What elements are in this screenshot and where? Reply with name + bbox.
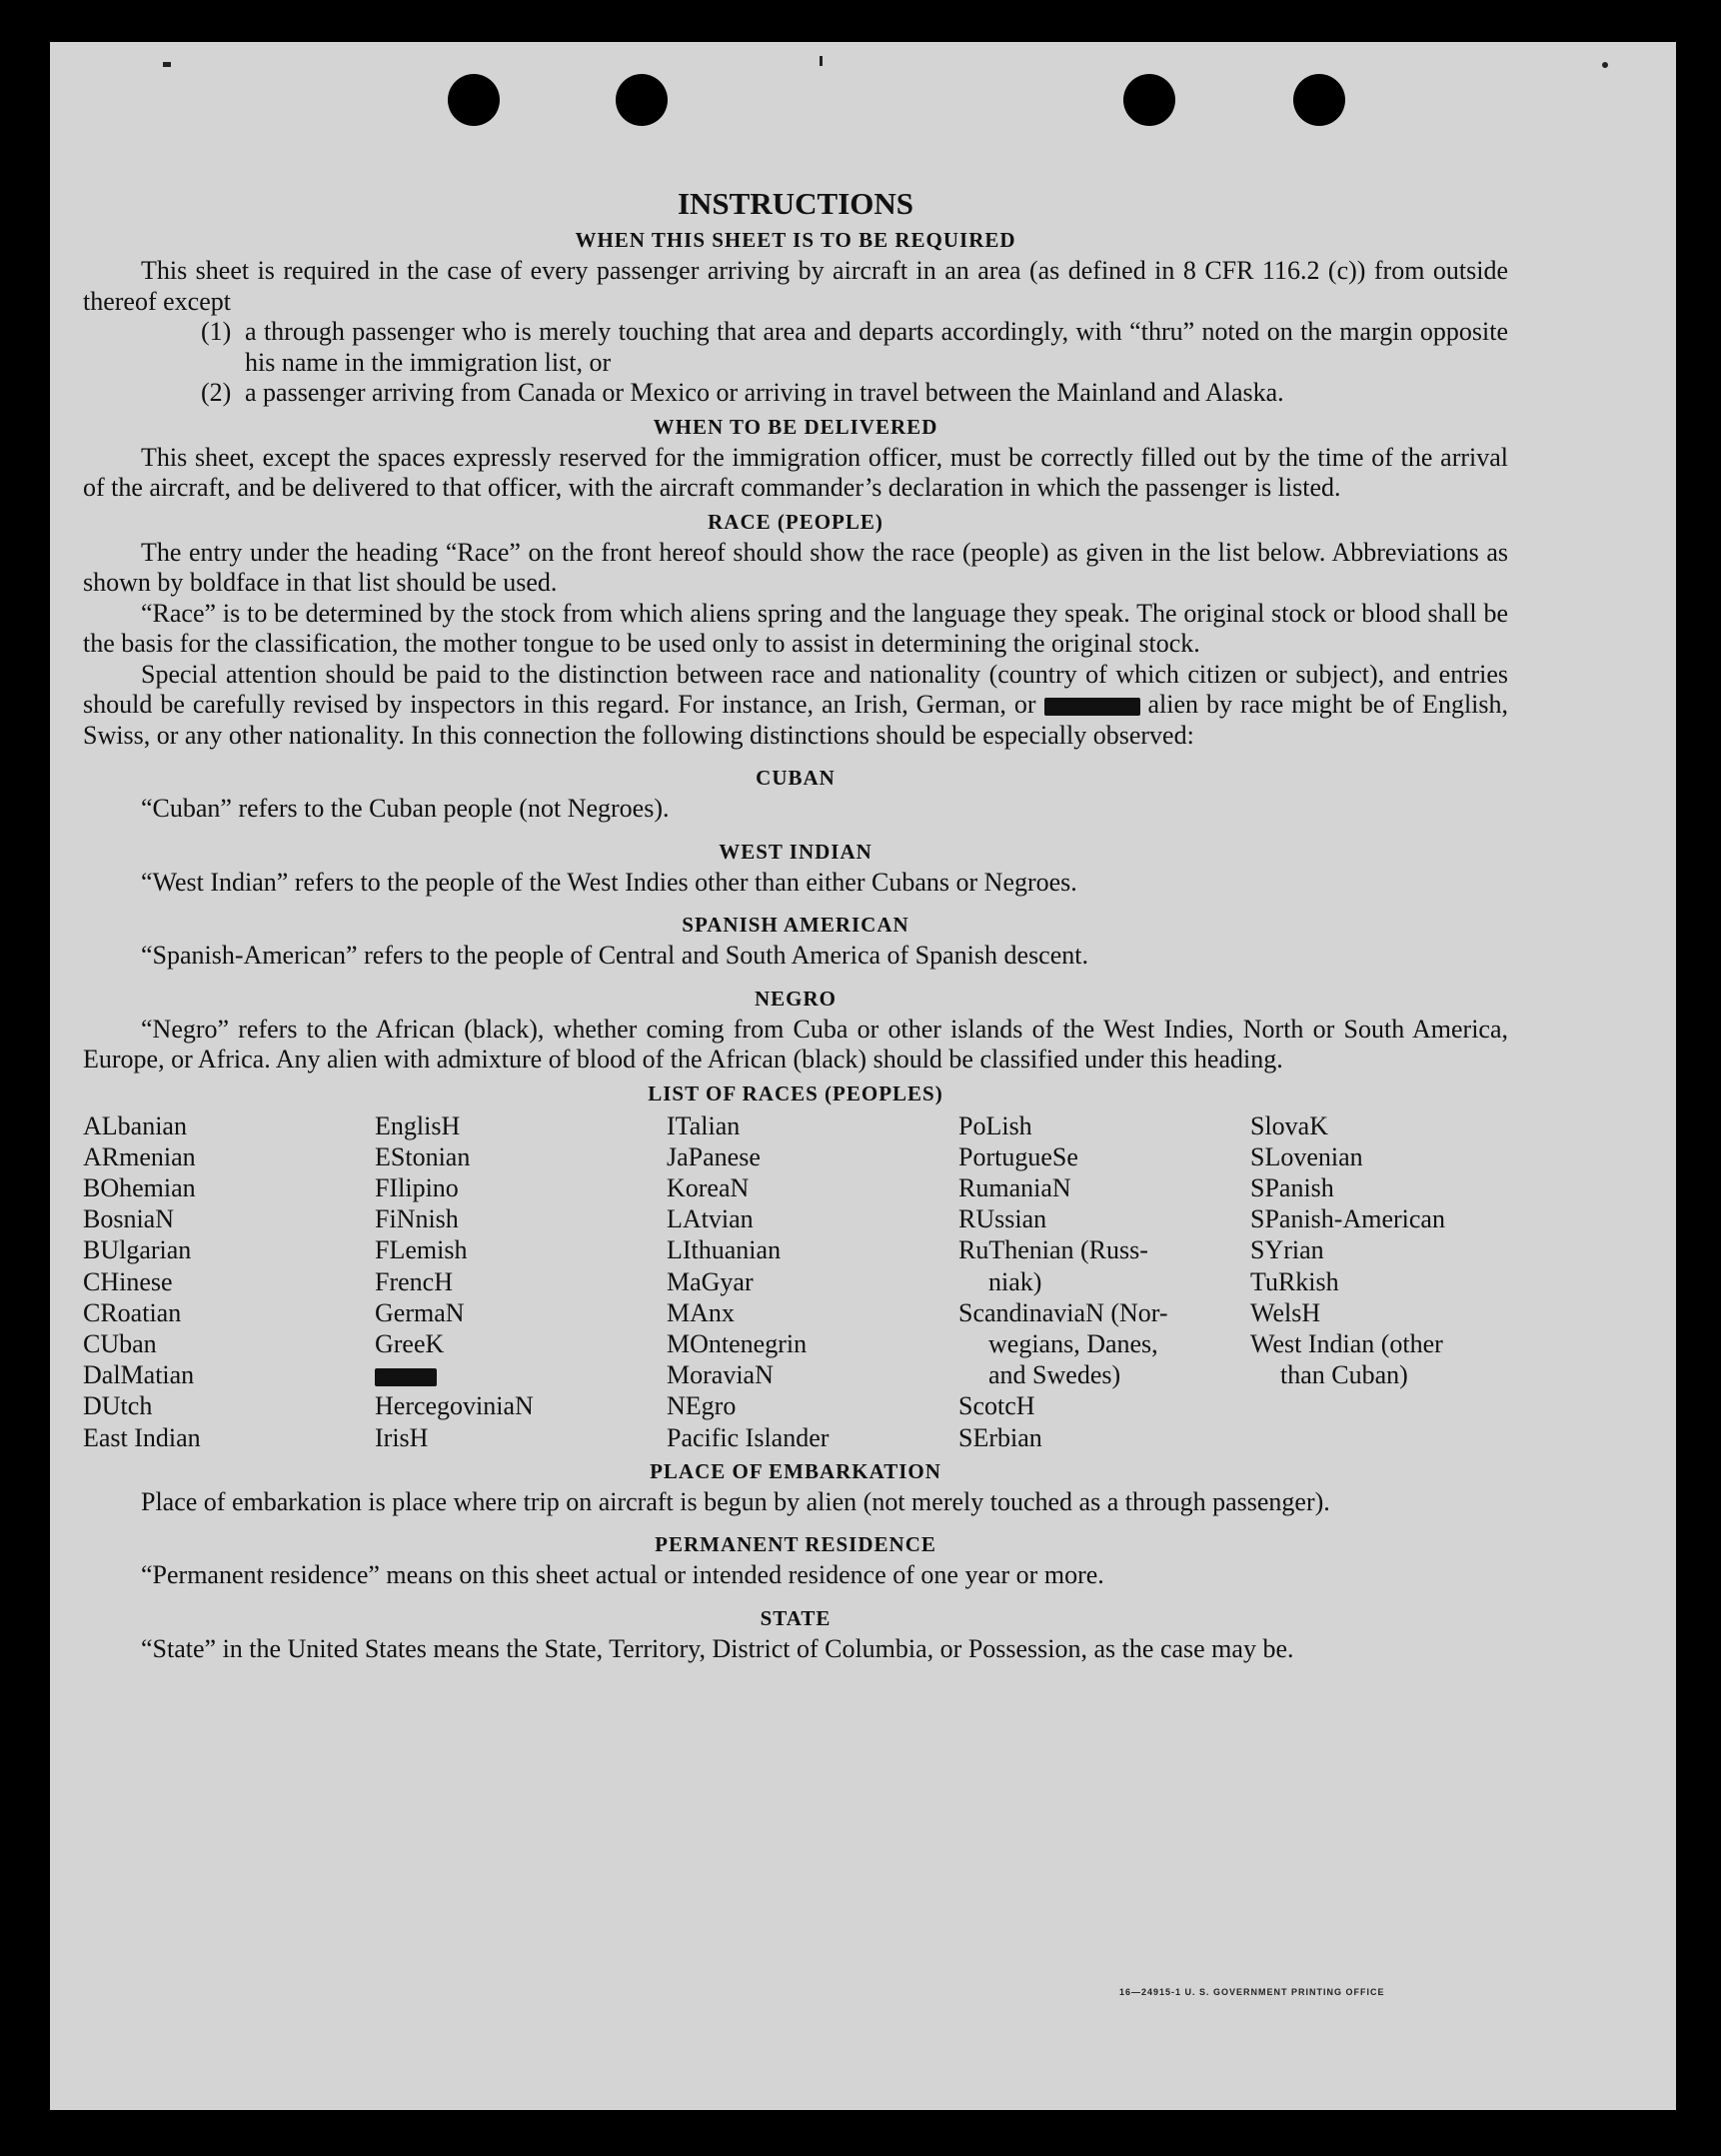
race-entry: EStonian (375, 1141, 471, 1171)
race-entry: RuThenian (Russ- (958, 1235, 1148, 1265)
race-entry: BOhemian (83, 1172, 196, 1202)
paragraph: “West Indian” refers to the people of the West Indies other than either Cubans or Negroes. (141, 867, 1077, 897)
race-entry: SlovaK (1250, 1110, 1328, 1140)
race-entry: IrisH (375, 1422, 429, 1452)
race-entry: niak) (988, 1266, 1042, 1296)
race-entry: wegians, Danes, (988, 1328, 1158, 1358)
race-entry: MAnx (667, 1297, 735, 1327)
race-entry: SPanish-American (1250, 1204, 1445, 1234)
race-entry: FLemish (375, 1235, 468, 1265)
race-entry: SPanish (1250, 1172, 1334, 1202)
section-heading: SPANISH AMERICAN (682, 913, 909, 937)
paragraph: “Spanish-American” refers to the people of Central and South America of Spanish descent. (141, 941, 1088, 970)
race-entry: PortugueSe (958, 1141, 1078, 1171)
race-entry: GermaN (375, 1297, 465, 1327)
paragraph: “Cuban” refers to the Cuban people (not Negroes). (141, 794, 670, 823)
race-entry: CHinese (83, 1266, 173, 1296)
races-column (83, 1110, 375, 1453)
paragraph: “Negro” refers to the African (black), whether coming from Cuba or other islands of the West Indies, North or South America, Europe, or Africa. Any alien with admixture of blood of the African (black) should be classified under this heading. (83, 1014, 1508, 1074)
punch-hole (1293, 74, 1345, 126)
race-entry: ALbanian (83, 1110, 187, 1140)
item-text: a through passenger who is merely touching that area and departs accordingly, with “thru” noted on the margin opposite his name in the immigration list, or (245, 317, 1508, 377)
item-number: (1) (201, 317, 232, 346)
section-heading: PERMANENT RESIDENCE (655, 1532, 936, 1557)
race-entry: FIlipino (375, 1172, 459, 1202)
race-entry: CRoatian (83, 1297, 182, 1327)
race-entry: RUssian (958, 1204, 1047, 1234)
paragraph: “Race” is to be determined by the stock from which aliens spring and the language they speak. The original stock or blood shall be the basis for the classification, the mother tongue to be used only to assist in determining the original stock. (83, 598, 1508, 658)
race-entry: ITalian (667, 1110, 741, 1140)
paragraph: The entry under the heading “Race” on the front hereof should show the race (people) as given in the list below. Abbreviations as shown by boldface in that list should be used. (83, 537, 1508, 597)
redaction-mark (375, 1368, 437, 1386)
race-entry: than Cuban) (1280, 1360, 1408, 1390)
race-entry: SLovenian (1250, 1141, 1363, 1171)
race-entry: CUban (83, 1328, 157, 1358)
punch-hole (1123, 74, 1175, 126)
race-entry: PoLish (958, 1110, 1032, 1140)
race-entry: DUtch (83, 1391, 153, 1421)
scan-speck (1602, 62, 1608, 68)
races-column (667, 1110, 958, 1453)
race-entry: HercegoviniaN (375, 1391, 534, 1421)
printing-office-imprint: 16—24915-1 U. S. GOVERNMENT PRINTING OFFICE (1119, 1987, 1385, 1997)
section-heading: LIST OF RACES (PEOPLES) (648, 1080, 943, 1105)
race-entry: and Swedes) (988, 1360, 1121, 1390)
races-column (375, 1110, 667, 1453)
race-entry: ScandinaviaN (Nor- (958, 1297, 1168, 1327)
section-heading: WHEN TO BE DELIVERED (653, 414, 938, 439)
race-entry: West Indian (other (1250, 1328, 1443, 1358)
race-entry: Pacific Islander (667, 1422, 830, 1452)
race-entry: ARmenian (83, 1141, 196, 1171)
punch-hole (616, 74, 668, 126)
race-entry: NEgro (667, 1391, 737, 1421)
race-entry: MoraviaN (667, 1360, 774, 1390)
race-entry: EnglisH (375, 1110, 461, 1140)
race-entry: GreeK (375, 1328, 445, 1358)
section-heading: PLACE OF EMBARKATION (650, 1458, 941, 1483)
races-column (958, 1110, 1250, 1453)
section-heading: NEGRO (754, 986, 837, 1011)
race-entry: JaPanese (667, 1141, 761, 1171)
section-heading: CUBAN (756, 766, 836, 790)
race-entry: FrencH (375, 1266, 453, 1296)
race-entry: MOntenegrin (667, 1328, 808, 1358)
paragraph-part: Special attention should be paid to the distinction between race and nationality (country of which citizen or subject), and entries should be carefully revised by inspectors in this regard. For instance, an Irish, German, or (83, 659, 1508, 719)
section-heading: RACE (PEOPLE) (708, 509, 883, 534)
scan-speck (163, 62, 171, 67)
item-text: a passenger arriving from Canada or Mexico or arriving in travel between the Mainland and Alaska. (245, 378, 1284, 407)
race-entry: East Indian (83, 1422, 201, 1452)
list-item (83, 317, 1508, 378)
punch-hole (448, 74, 500, 126)
paragraph: This sheet, except the spaces expressly reserved for the immigration officer, must be correctly filled out by the time of the arrival of the aircraft, and be delivered to that officer, with the aircraft commander’s declaration in which the passenger is listed. (83, 442, 1508, 502)
instructions-text (83, 186, 1508, 1664)
paragraph: “State” in the United States means the State, Territory, District of Columbia, or Possession, as the case may be. (141, 1633, 1294, 1663)
section-heading: WEST INDIAN (719, 839, 872, 864)
races-column (1250, 1110, 1500, 1453)
paragraph: This sheet is required in the case of every passenger arriving by aircraft in an area (as defined in 8 CFR 116.2 (c)) from outside thereof except (83, 256, 1508, 316)
scan-speck (820, 56, 823, 66)
race-entry: LAtvian (667, 1204, 754, 1234)
race-entry: WelsH (1250, 1297, 1321, 1327)
paragraph: Place of embarkation is place where trip on aircraft is begun by alien (not merely touched as a through passenger). (141, 1486, 1330, 1516)
race-entry: LIthuanian (667, 1235, 782, 1265)
item-number: (2) (201, 378, 232, 407)
paragraph: “Permanent residence” means on this sheet actual or intended residence of one year or more. (141, 1560, 1104, 1590)
race-entry (375, 1359, 667, 1390)
section-heading: STATE (760, 1605, 832, 1630)
section-heading: WHEN THIS SHEET IS TO BE REQUIRED (575, 228, 1016, 252)
redaction-mark (1044, 698, 1140, 716)
race-entry: ScotcH (958, 1391, 1035, 1421)
race-entry: SErbian (958, 1422, 1042, 1452)
race-entry: SYrian (1250, 1235, 1324, 1265)
race-entry: DalMatian (83, 1360, 195, 1390)
race-entry: BUlgarian (83, 1235, 192, 1265)
race-entry: FiNnish (375, 1204, 459, 1234)
document-page (50, 42, 1676, 2110)
race-entry: MaGyar (667, 1266, 754, 1296)
paragraph-part: alien by race might be of English, Swiss, or any other nationality. In this connection the following distinctions should be especially observed: (83, 690, 1509, 750)
race-entry: BosniaN (83, 1204, 174, 1234)
page-title: INSTRUCTIONS (677, 186, 913, 221)
races-list (83, 1110, 1508, 1453)
race-entry: TuRkish (1250, 1266, 1339, 1296)
race-entry: KoreaN (667, 1172, 750, 1202)
race-entry: RumaniaN (958, 1172, 1071, 1202)
paragraph (83, 660, 1508, 752)
list-item (83, 378, 1508, 409)
